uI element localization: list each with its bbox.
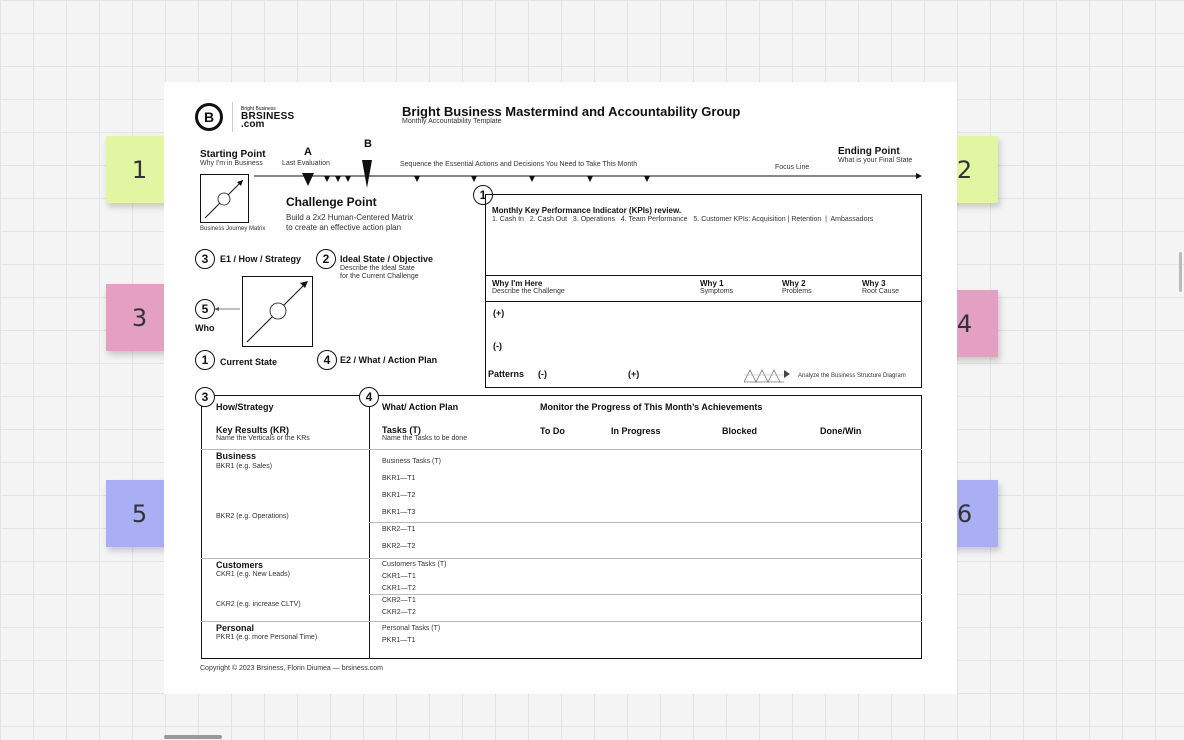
- how-strategy-header: How/Strategy: [216, 402, 274, 412]
- what-action-plan-header: What/ Action Plan: [382, 402, 459, 412]
- done-win-column: Done/Win: [820, 426, 862, 436]
- page-title: Bright Business Mastermind and Accountability Group: [402, 104, 741, 119]
- challenge-line-1: Build a 2x2 Human-Centered Matrix: [286, 213, 414, 222]
- tasks-sub: Name the Tasks to be done: [382, 435, 468, 442]
- logo-domain: .com: [241, 119, 265, 130]
- key-results-sub: Name the Verticals or the KRs: [216, 435, 310, 442]
- challenge-line-2: to create an effective action plan: [286, 223, 402, 232]
- page-subtitle: Monthly Accountability Template: [402, 118, 502, 125]
- logo-divider: [232, 102, 233, 132]
- analyze-label: Analyze the Business Structure Diagram: [798, 373, 906, 379]
- human-centered-matrix: [214, 275, 314, 350]
- e2-label: E2 / What / Action Plan: [340, 355, 438, 365]
- logo-brand: BRSINESS: [241, 111, 295, 122]
- plan-step-3: 3: [195, 387, 215, 407]
- vertical-scrollbar[interactable]: [1179, 252, 1182, 292]
- task-pkr1-t1: PKR1—T1: [382, 637, 416, 644]
- kpi-step-1: 1: [473, 185, 493, 205]
- starting-point-subtitle: Why I'm in Business: [200, 160, 263, 167]
- marker-b-label: B: [364, 138, 372, 150]
- focus-line-label: Focus Line: [775, 164, 810, 171]
- sticky-note-4[interactable]: 4: [931, 290, 998, 357]
- kpi-divider: [485, 275, 922, 276]
- blocked-column: Blocked: [722, 426, 758, 436]
- plan-step-4: 4: [359, 387, 379, 407]
- ending-point-title: Ending Point: [838, 146, 900, 157]
- positive-label: (+): [493, 308, 505, 318]
- matrix-step-4: 4: [317, 350, 337, 370]
- ideal-state-sub-2: for the Current Challenge: [340, 273, 419, 280]
- customers-section-title: Customers: [216, 560, 264, 570]
- row-divider-customers: [201, 558, 922, 559]
- patterns-label: Patterns: [488, 369, 525, 379]
- focus-line-arrow: [254, 152, 924, 192]
- why-here-sub: Describe the Challenge: [492, 288, 565, 295]
- e1-label: E1 / How / Strategy: [220, 254, 302, 264]
- task-bkr1-t3: BKR1—T3: [382, 509, 416, 516]
- row-divider-ckr2: [369, 594, 922, 595]
- task-bkr2-t2: BKR2—T2: [382, 543, 416, 550]
- in-progress-column: In Progress: [611, 426, 661, 436]
- kpi-items: 1. Cash In 2. Cash Out 3. Operations 4. Team Performance 5. Customer KPIs: Acquisition | Retention | Ambassadors: [492, 216, 874, 223]
- ckr1-label: CKR1 (e.g. New Leads): [216, 571, 290, 578]
- why2-title: Why 2: [782, 279, 806, 288]
- why2-sub: Problems: [782, 288, 812, 295]
- ckr2-label: CKR2 (e.g. increase CLTV): [216, 601, 301, 608]
- sticky-note-3[interactable]: 3: [106, 284, 173, 351]
- copyright-footer: Copyright © 2023 Brsiness, Florin Diumea — brsiness.com: [200, 665, 383, 672]
- sticky-note-5[interactable]: 5: [106, 480, 173, 547]
- business-structure-icon: [744, 366, 796, 384]
- matrix-step-2: 2: [316, 249, 336, 269]
- sticky-note-2[interactable]: 2: [931, 136, 998, 203]
- patterns-negative: (-): [538, 369, 547, 379]
- ending-point-subtitle: What is your Final State: [838, 157, 913, 164]
- matrix-step-3: 3: [195, 249, 215, 269]
- why1-title: Why 1: [700, 279, 724, 288]
- logo-tagline: Bright Business: [241, 106, 276, 112]
- sticky-note-1[interactable]: 1: [106, 136, 173, 203]
- journey-matrix-diagram: [200, 174, 250, 224]
- journey-matrix-caption: Business Journey Matrix: [200, 226, 266, 232]
- marker-a-label: A: [304, 146, 312, 158]
- bkr1-label: BKR1 (e.g. Sales): [216, 463, 273, 470]
- horizontal-scrollbar[interactable]: [164, 735, 222, 739]
- pkr1-label: PKR1 (e.g. more Personal Time): [216, 634, 318, 641]
- why3-sub: Root Cause: [862, 288, 899, 295]
- monitor-progress-header: Monitor the Progress of This Month’s Achievements: [540, 402, 763, 412]
- why-divider: [485, 301, 922, 302]
- last-evaluation-label: Last Evaluation: [282, 160, 330, 167]
- ideal-state-sub-1: Describe the Ideal State: [340, 265, 415, 272]
- business-section-title: Business: [216, 451, 257, 461]
- matrix-step-1: 1: [195, 350, 215, 370]
- personal-section-title: Personal: [216, 623, 255, 633]
- kpi-title: Monthly Key Performance Indicator (KPIs) review.: [492, 206, 682, 215]
- task-ckr2-t2: CKR2—T2: [382, 609, 416, 616]
- row-divider-personal: [201, 621, 922, 622]
- plan-column-divider: [369, 395, 370, 659]
- todo-column: To Do: [540, 426, 565, 436]
- bkr2-label: BKR2 (e.g. Operations): [216, 513, 289, 520]
- starting-point-title: Starting Point: [200, 149, 266, 160]
- ideal-state-title: Ideal State / Objective: [340, 254, 434, 264]
- personal-tasks-label: Personal Tasks (T): [382, 625, 441, 632]
- row-divider-header: [201, 449, 922, 450]
- challenge-point-title: Challenge Point: [286, 195, 377, 209]
- why-here-title: Why I'm Here: [492, 279, 543, 288]
- sticky-note-6[interactable]: 6: [931, 480, 998, 547]
- task-ckr2-t1: CKR2—T1: [382, 597, 416, 604]
- negative-label: (-): [493, 341, 502, 351]
- template-page[interactable]: [164, 82, 957, 694]
- key-results-title: Key Results (KR): [216, 425, 290, 435]
- current-state-label: Current State: [220, 357, 278, 367]
- tasks-title: Tasks (T): [382, 425, 421, 435]
- task-bkr1-t1: BKR1—T1: [382, 475, 416, 482]
- task-ckr1-t1: CKR1—T1: [382, 573, 416, 580]
- task-bkr1-t2: BKR1—T2: [382, 492, 416, 499]
- who-label: Who: [195, 323, 215, 333]
- matrix-step-5: 5: [195, 299, 215, 319]
- why3-title: Why 3: [862, 279, 886, 288]
- task-ckr1-t2: CKR1—T2: [382, 585, 416, 592]
- row-divider-bkr2: [369, 522, 922, 523]
- business-tasks-label: Business Tasks (T): [382, 458, 441, 465]
- logo-mark: B: [195, 103, 223, 131]
- task-bkr2-t1: BKR2—T1: [382, 526, 416, 533]
- sequence-label: Sequence the Essential Actions and Decisions You Need to Take This Month: [400, 161, 638, 168]
- why1-sub: Symptoms: [700, 288, 734, 295]
- patterns-positive: (+): [628, 369, 640, 379]
- customers-tasks-label: Customers Tasks (T): [382, 561, 447, 568]
